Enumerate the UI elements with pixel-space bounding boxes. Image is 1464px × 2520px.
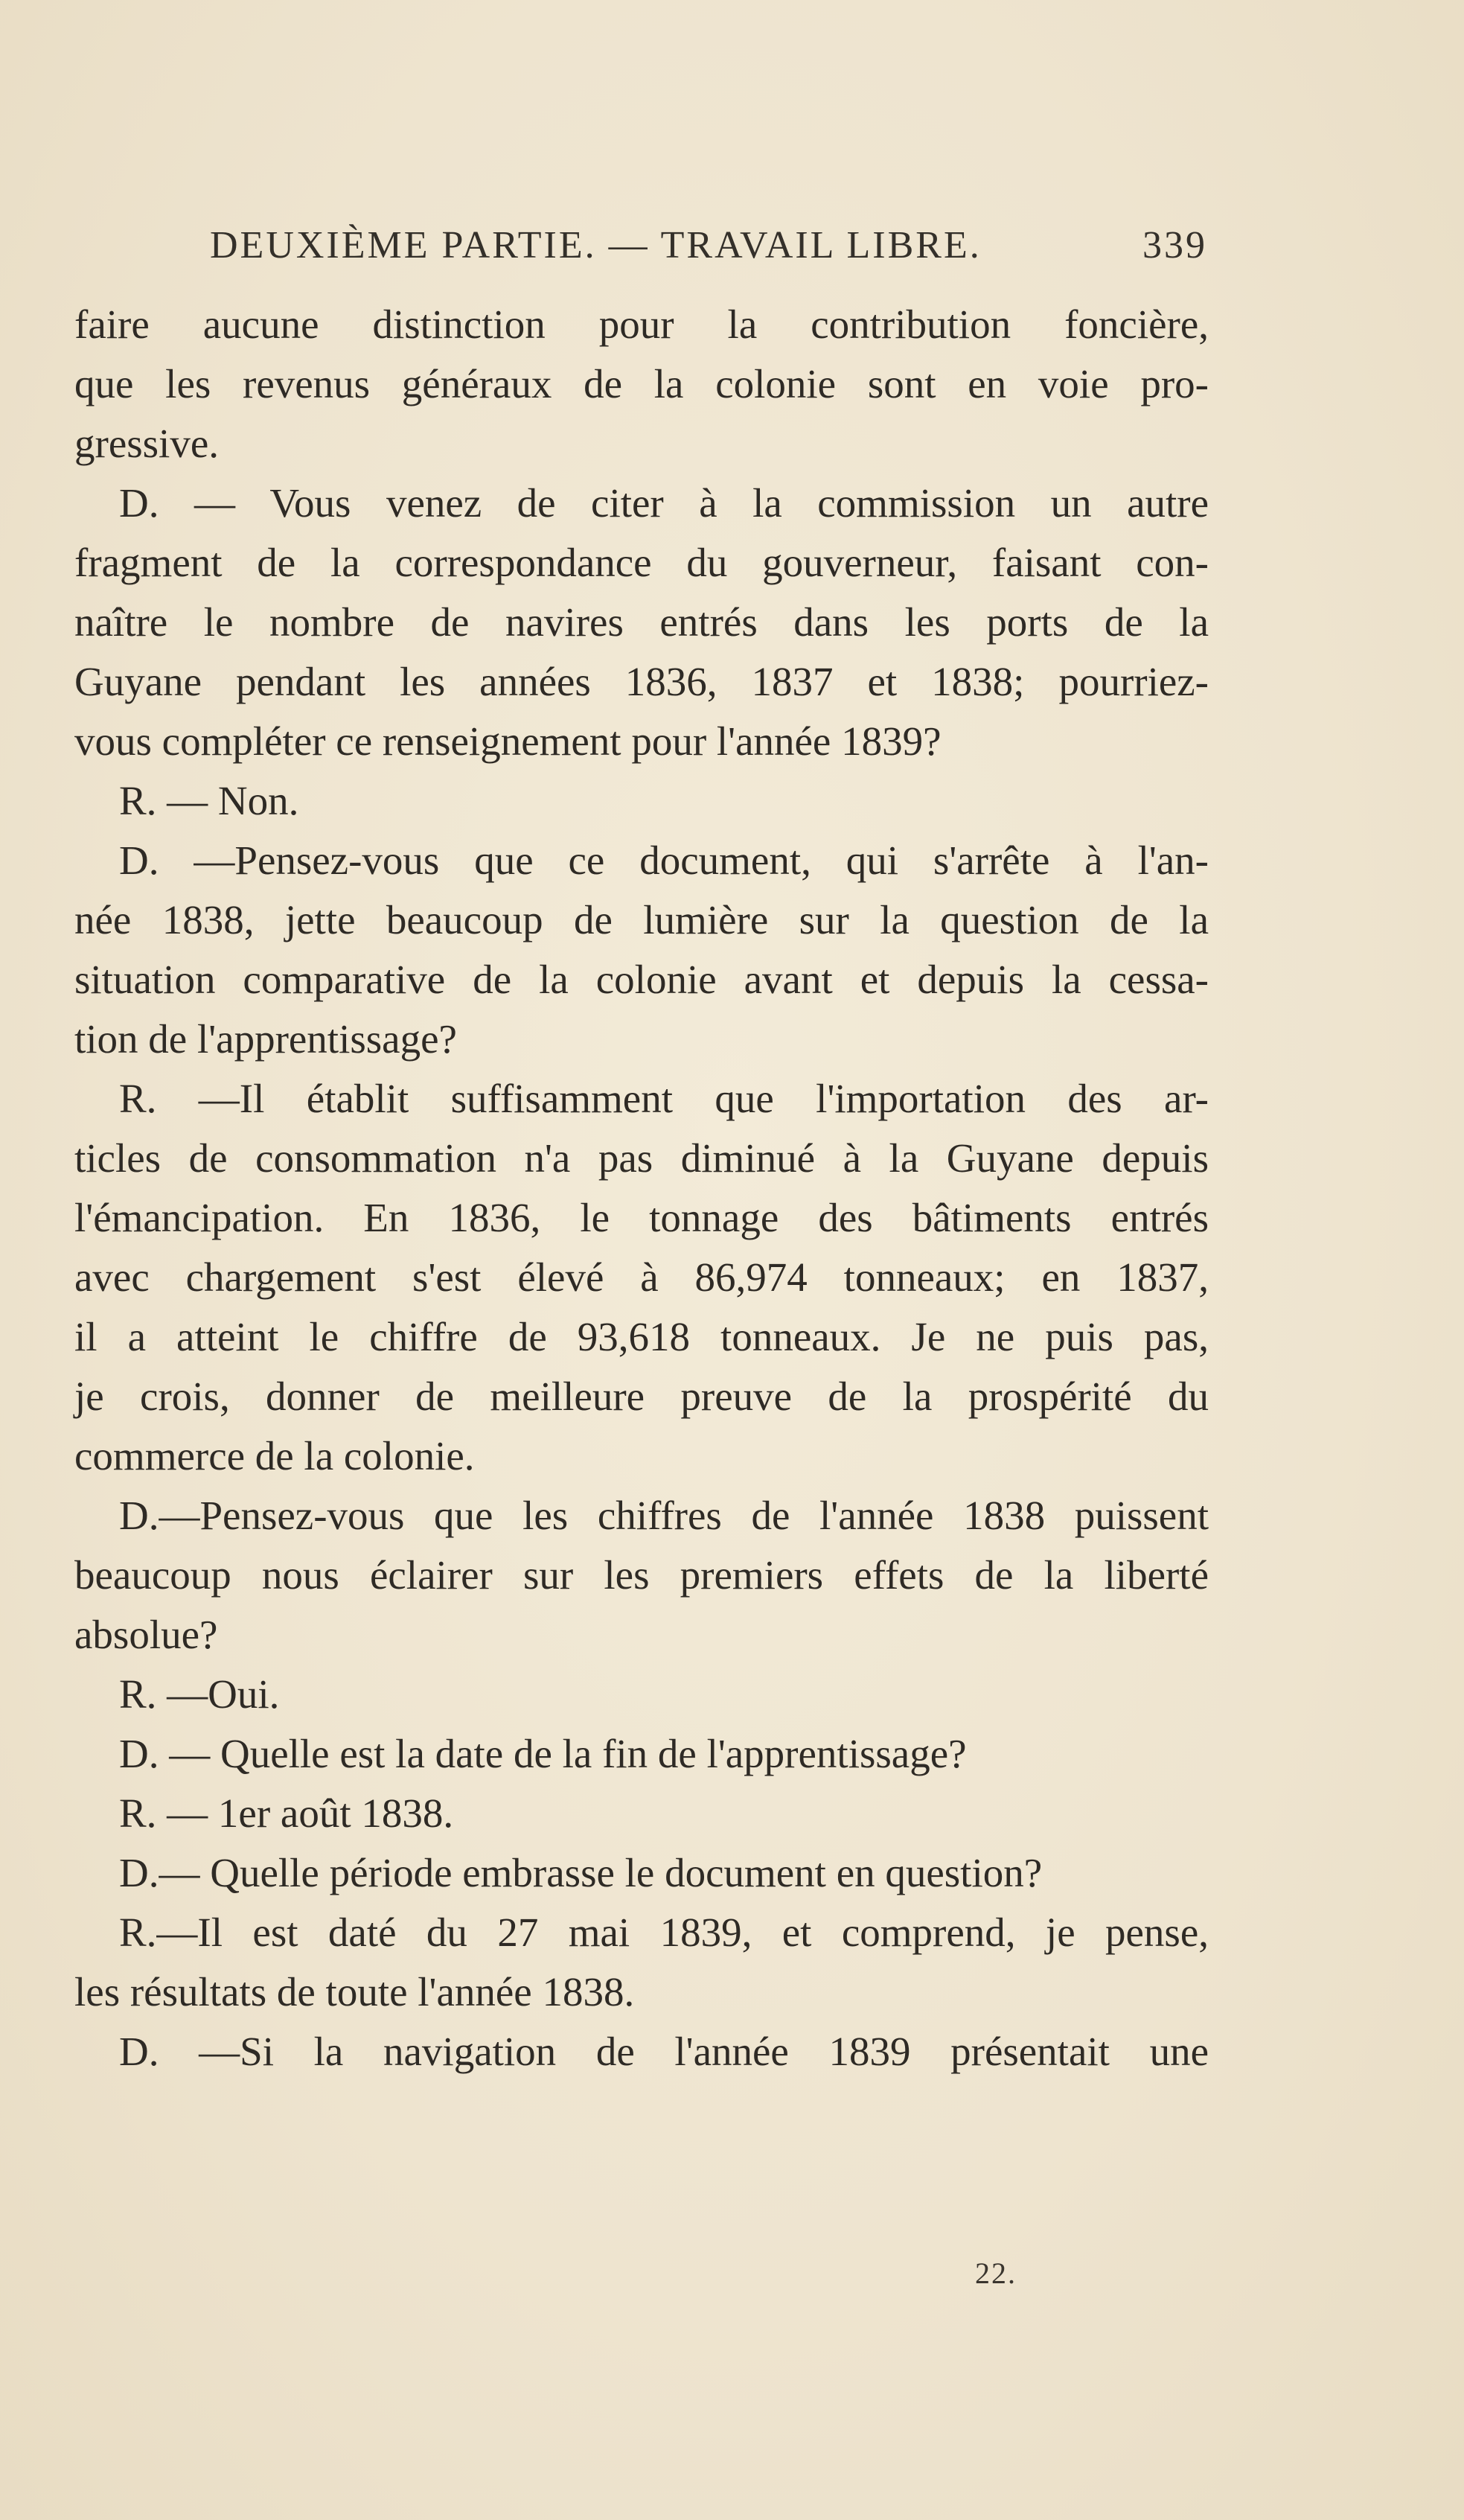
text-line: R. —Oui. [119, 1671, 280, 1717]
text-line: D.—Pensez-vous que les chiffres de l'année 1838 puissent [119, 1493, 1209, 1538]
text-line: je crois, donner de meilleure preuve de la prospérité du [74, 1374, 1209, 1419]
text-line: née 1838, jette beaucoup de lumière sur la question de la [74, 897, 1209, 942]
text-line: D. — Vous venez de citer à la commission un autre [119, 480, 1209, 526]
text-line: R. — Non. [119, 778, 299, 823]
text-line: R. —Il établit suffisamment que l'importation des ar- [119, 1076, 1209, 1121]
text-line: R. — 1er août 1838. [119, 1790, 454, 1836]
text-line: D.— Quelle période embrasse le document en question? [119, 1850, 1043, 1895]
text-line: beaucoup nous éclairer sur les premiers effets de la liberté [74, 1552, 1209, 1598]
text-line: naître le nombre de navires entrés dans les ports de la [74, 599, 1209, 645]
text-line: avec chargement s'est élevé à 86,974 tonneaux; en 1837, [74, 1254, 1209, 1300]
text-line: absolue? [74, 1612, 218, 1657]
page-number: 339 [1142, 224, 1207, 267]
text-line: les résultats de toute l'année 1838. [74, 1969, 635, 2015]
text-line: Guyane pendant les années 1836, 1837 et 1838; pourriez- [74, 659, 1209, 704]
text-line: il a atteint le chiffre de 93,618 tonneaux. Je ne puis pas, [74, 1314, 1209, 1359]
running-header-title: DEUXIÈME PARTIE. — TRAVAIL LIBRE. [210, 224, 982, 267]
signature-mark: 22. [975, 2256, 1017, 2290]
text-line: gressive. [74, 421, 219, 466]
text-line: tion de l'apprentissage? [74, 1016, 457, 1062]
text-line: que les revenus généraux de la colonie sont en voie pro- [74, 361, 1209, 406]
text-line: D. —Pensez-vous que ce document, qui s'arrête à l'an- [119, 838, 1209, 883]
text-line: fragment de la correspondance du gouverneur, faisant con- [74, 540, 1209, 585]
text-line: vous compléter ce renseignement pour l'année 1839? [74, 718, 942, 764]
text-line: l'émancipation. En 1836, le tonnage des bâtiments entrés [74, 1195, 1209, 1240]
text-line: ticles de consommation n'a pas diminué à la Guyane depuis [74, 1135, 1209, 1181]
text-line: R.—Il est daté du 27 mai 1839, et comprend, je pense, [119, 1910, 1209, 1955]
running-header [210, 223, 1207, 283]
text-line: commerce de la colonie. [74, 1433, 475, 1478]
text-line: faire aucune distinction pour la contribution foncière, [74, 302, 1209, 347]
text-line: situation comparative de la colonie avant et depuis la cessa- [74, 957, 1209, 1002]
text-line: D. — Quelle est la date de la fin de l'apprentissage? [119, 1731, 967, 1776]
text-line: D. —Si la navigation de l'année 1839 présentait une [119, 2029, 1209, 2074]
